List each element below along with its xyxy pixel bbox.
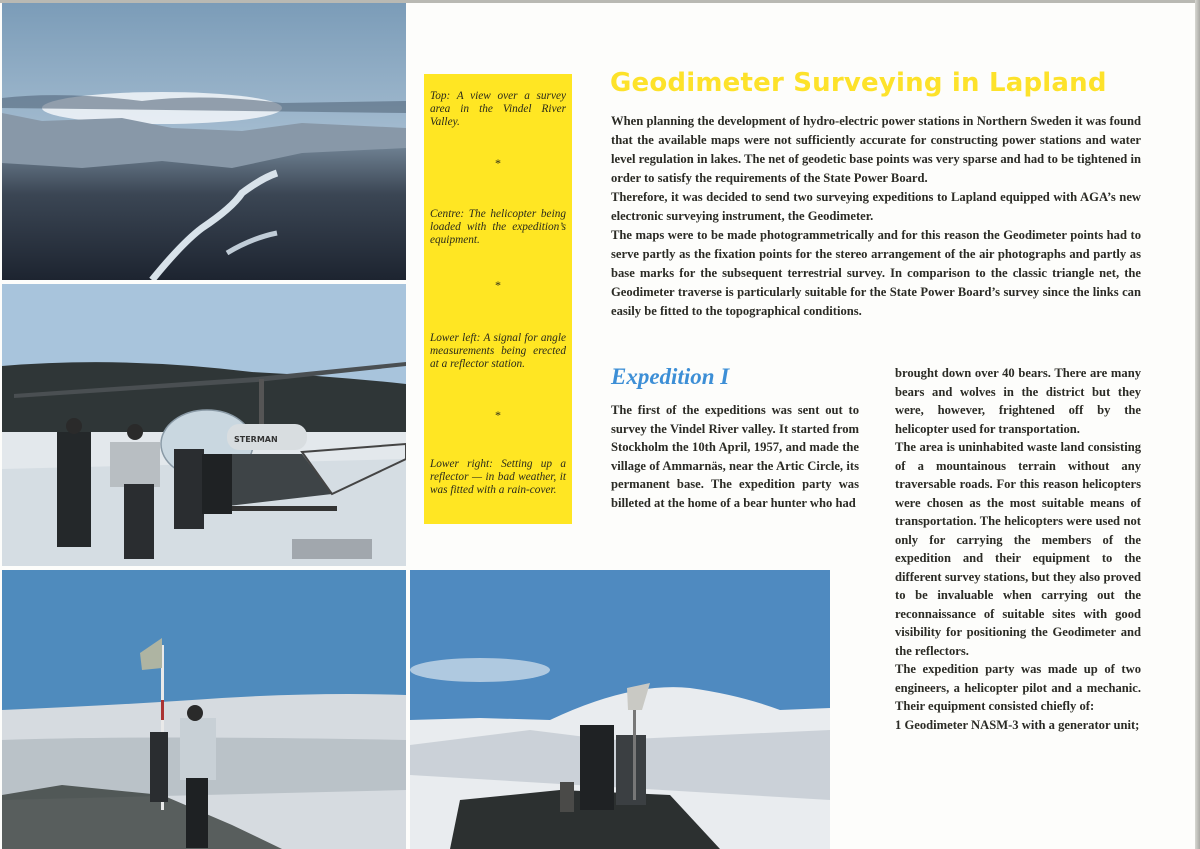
intro-paragraph: Therefore, it was decided to send two surveying expeditions to Lapland equipped with AGA’s new electronic surveying instrument, the Geodimeter. [611,190,1141,223]
page-right-edge [1195,0,1200,849]
body-column-right [895,364,1141,734]
intro-text [611,112,1141,321]
photo-vindel-river-valley [2,3,406,280]
equipment-list-item: 1 Geodimeter NASM-3 with a generator unit; [895,717,1140,732]
caption-separator: * [495,278,501,292]
body-paragraph: The expedition party was made up of two engineers, a helicopter pilot and a mechanic. Their equipment consisted chiefly of: [895,662,1141,713]
photo-reflector-setup [410,570,830,849]
article-title: Geodimeter Surveying in Lapland [610,68,1107,98]
intro-paragraph: The maps were to be made photogrammetrically and for this reason the Geodimeter points had to serve partly as the fixation points for the stereo arrangement of the air photographs and partly as base marks for the subsequent terrestrial survey. In comparison to the classic triangle net, the Geodimeter traverse is particularly suitable for the State Power Board’s survey since the links can easily be fitted to the topographical conditions. [611,228,1141,318]
caption-centre: Centre: The helicopter being loaded with the expedition’s equipment. [430,208,566,246]
caption-separator: * [495,408,501,422]
helicopter-marking: STERMAN [234,435,278,444]
caption-separator: * [495,156,501,170]
photo-signal-erection [2,570,406,849]
section-heading: Expedition I [611,364,730,389]
caption-lower-right: Lower right: Setting up a reflector — in bad weather, it was fitted with a rain-cover. [430,458,566,496]
body-column-left [611,401,859,512]
intro-paragraph: When planning the development of hydro-electric power stations in Northern Sweden it was found that the available maps were not sufficiently accurate for constructing power stations and water level regulation in lakes. The net of geodetic base points was very sparse and had to be tightened in order to satisfy the requirements of the State Power Board. [611,114,1141,185]
body-paragraph: The area is uninhabited waste land consisting of a mountainous terrain without any traversable roads. For this reason helicopters were chosen as the most suitable means of transportation. The helicopters were used not only for carrying the members of the expedition and their equipment to the different survey stations, but they also proved to be invaluable when carrying out the reconnaissance of suitable sites with good visibility for positioning the Geodimeter and the reflectors. [895,440,1141,658]
body-paragraph: The first of the expeditions was sent out to survey the Vindel River valley. It started from Stockholm the 10th April, 1957, and made the village of Ammarnäs, near the Artic Circle, its permanent base. The expedition party was billeted at the home of a bear hunter who had [611,403,859,510]
caption-top: Top: A view over a survey area in the Vindel River Valley. [430,90,566,128]
body-paragraph: brought down over 40 bears. There are many bears and wolves in the district but they were, however, frightened off by the helicopter used for transportation. [895,366,1141,436]
caption-box [424,74,572,524]
photo-helicopter-loading [2,284,406,566]
caption-lower-left: Lower left: A signal for angle measurements being erected at a reflector station. [430,332,566,370]
